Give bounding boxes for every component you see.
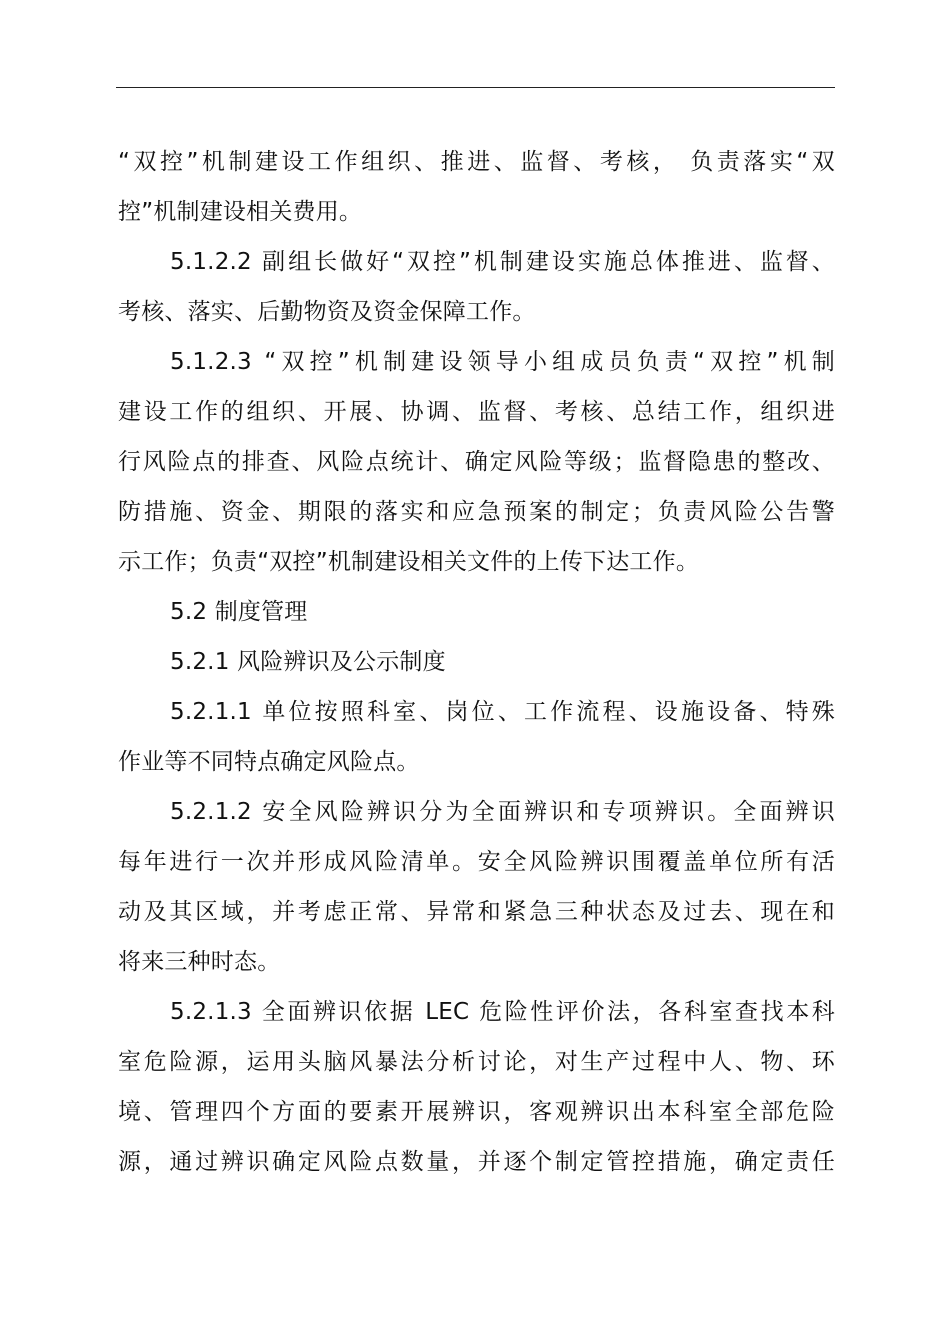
text-line: 动及其区域，并考虑正常、异常和紧急三种状态及过去、现在和 [118,899,835,925]
text-line: 示工作；负责“双控”机制建设相关文件的上传下达工作。 [118,549,700,575]
text-line: 控”机制建设相关费用。 [118,199,363,225]
text-line: 源，通过辨识确定风险点数量，并逐个制定管控措施，确定责任 [118,1149,835,1175]
text-line: 境、管理四个方面的要素开展辨识，客观辨识出本科室全部危险 [118,1099,835,1125]
text-line: 5.2.1.1 单位按照科室、岗位、工作流程、设施设备、特殊 [170,699,835,725]
text-line: 建设工作的组织、开展、协调、监督、考核、总结工作，组织进 [118,399,835,425]
text-line: 作业等不同特点确定风险点。 [118,749,420,775]
text-line: 5.2.1.3 全面辨识依据 LEC 危险性评价法，各科室查找本科 [170,999,835,1025]
text-line: 5.1.2.3 “双控”机制建设领导小组成员负责“双控”机制 [170,349,835,375]
subsection-heading: 5.2.1 风险辨识及公示制度 [170,649,446,675]
text-line: 室危险源，运用头脑风暴法分析讨论，对生产过程中人、物、环 [118,1049,835,1075]
text-line: 行风险点的排查、风险点统计、确定风险等级；监督隐患的整改、 [118,449,835,475]
text-line: “双控”机制建设工作组织、推进、监督、考核， 负责落实“双 [118,149,835,175]
text-line: 每年进行一次并形成风险清单。安全风险辨识围覆盖单位所有活 [118,849,835,875]
text-line: 防措施、资金、期限的落实和应急预案的制定；负责风险公告警 [118,499,835,525]
section-heading: 5.2 制度管理 [170,599,308,625]
header-rule [116,87,835,88]
text-line: 5.1.2.2 副组长做好“双控”机制建设实施总体推进、监督、 [170,249,835,275]
document-body [118,137,835,1187]
text-line: 5.2.1.2 安全风险辨识分为全面辨识和专项辨识。全面辨识 [170,799,835,825]
text-line: 考核、落实、后勤物资及资金保障工作。 [118,299,536,325]
text-line: 将来三种时态。 [118,949,281,975]
